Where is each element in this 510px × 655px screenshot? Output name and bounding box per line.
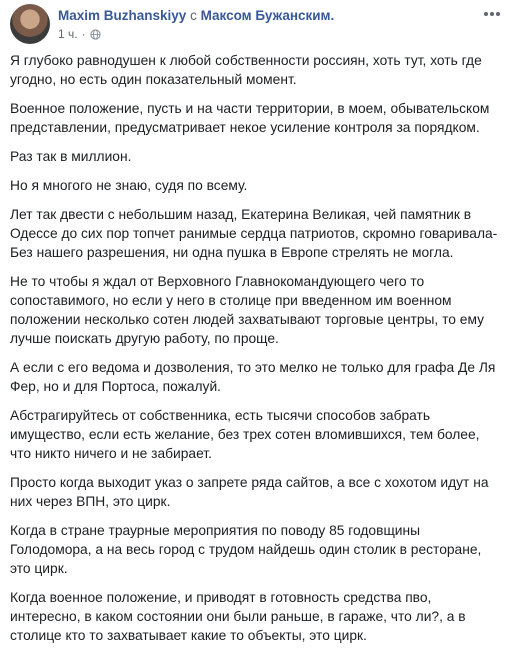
author-name-link[interactable]: Maxim Buzhanskiyy xyxy=(58,8,187,23)
post-meta xyxy=(58,27,101,41)
post-paragraph: Когда в стране траурные мероприятия по поводу 85 годовщины Голодомора, а на весь город с трудом найдешь один столик в ресторане, это цирк. xyxy=(10,523,482,576)
post-paragraph: Раз так в миллион. xyxy=(10,149,132,164)
post-paragraph: Не то чтобы я ждал от Верховного Главнокомандующего чего то сопоставимого, но если у него в столице при введенном им военном положении несколько сотен людей захватывают торговые центры, то ему лучше поискать другую работу, по проще. xyxy=(10,274,484,346)
author-line xyxy=(58,8,334,23)
more-options-button[interactable] xyxy=(480,6,504,26)
more-horizontal-icon xyxy=(483,11,501,17)
post-paragraph: Я глубоко равнодушен к любой собственности россиян, хоть тут, хоть где угодно, но есть один показательный момент. xyxy=(10,53,482,87)
post-paragraph: Просто когда выходит указ о запрете ряда сайтов, а все с хохотом идут на них через ВПН, это цирк. xyxy=(10,475,489,509)
meta-separator: · xyxy=(81,27,86,41)
post-paragraph: А если с его ведома и дозволения, то это мелко не только для графа Де Ля Фер, но и для Портоса, пожалуй. xyxy=(10,360,496,394)
post-header xyxy=(0,0,510,44)
avatar[interactable] xyxy=(10,4,50,44)
timestamp-link[interactable]: 1 ч. xyxy=(58,27,78,41)
post-paragraph: Когда военное положение, и приводят в готовность средства пво, интересно, в каком состоянии они были раньше, в гараже, что ли?, а в столице кто то захватывает какие то объекты, это цирк. xyxy=(10,590,466,643)
globe-icon[interactable] xyxy=(90,29,101,40)
post-paragraph: Но я многого не знаю, судя по всему. xyxy=(10,178,248,193)
post-body xyxy=(10,51,500,655)
tagged-user-link[interactable]: Максом Бужанским. xyxy=(200,8,335,23)
post-paragraph: Абстрагируйтесь от собственника, есть тысячи способов забрать имущество, если есть желание, без трех сотен вломившихся, тем более, что никто ничего и не забирает. xyxy=(10,408,480,461)
post-paragraph: Военное положение, пусть и на части территории, в моем, обывательском представлении, предусматривает некое усиление контроля за порядком. xyxy=(10,101,490,135)
post-paragraph: Лет так двести с небольшим назад, Екатерина Великая, чей памятник в Одессе до сих пор топчет ранимые сердца патриотов, скромно говаривала- Без нашего разрешения, ни одна пушка в Европе стрелять не могла. xyxy=(10,207,498,260)
with-text: с xyxy=(190,8,197,23)
